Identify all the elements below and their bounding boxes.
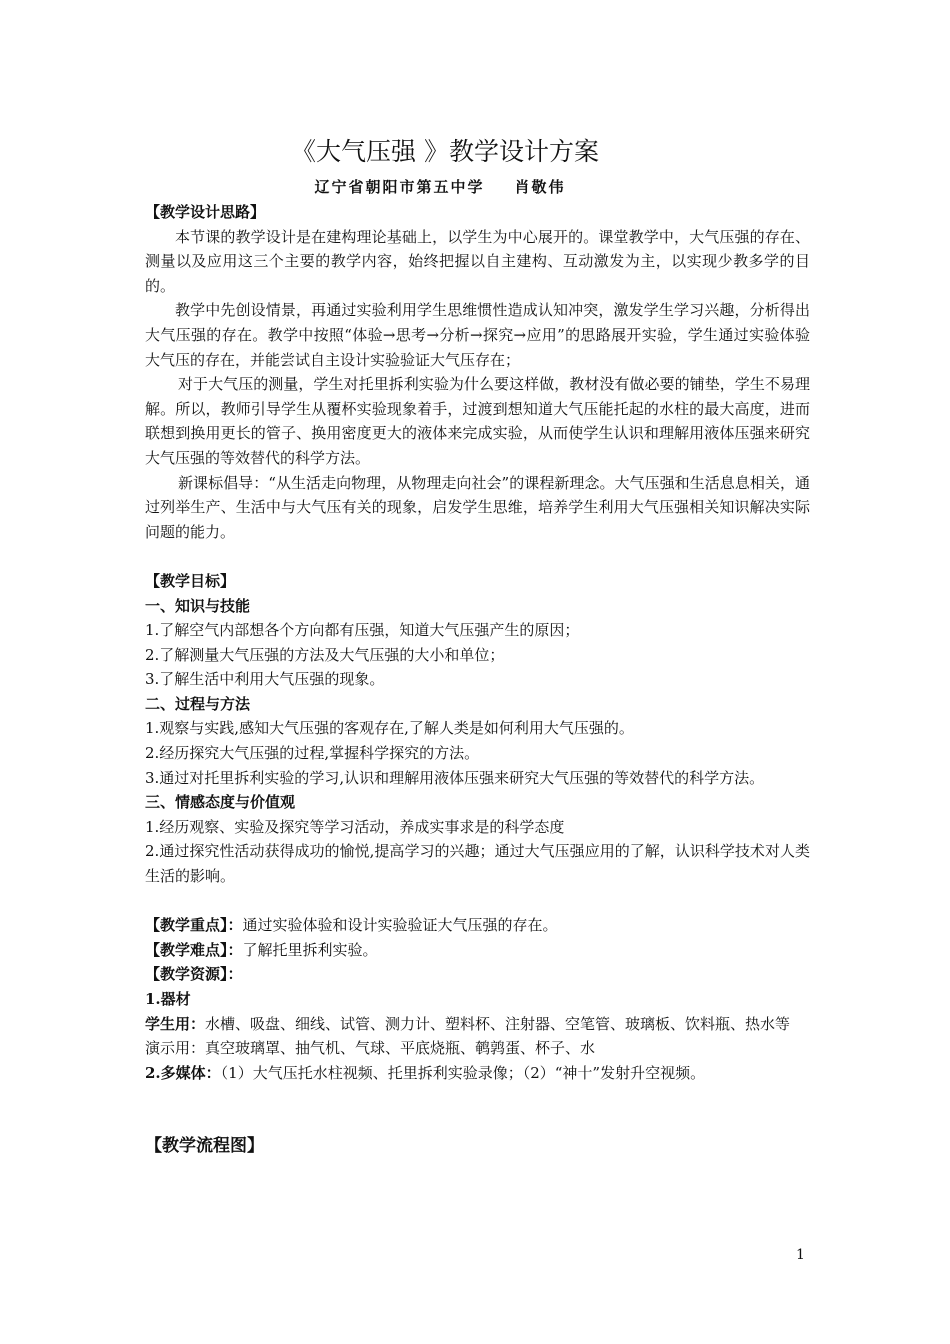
resources-heading: 【教学资源】： [145,965,243,984]
author-name: 肖敬伟 [514,178,566,196]
multimedia [145,1061,810,1086]
goal-section-title: 一、知识与技能 [145,596,251,615]
flow-heading: 【教学流程图】 [145,1136,264,1157]
design-paragraph: 教学中先创设情景，再通过实验利用学生思维惯性造成认知冲突，激发学生学习兴趣，分析得出大气压强的存在。教学中按照“体验→思考→分析→探究→应用”的思路展开实验，学生通过实验体验大气压的存在，并能尝试自主设计实验验证大气压存在； [145,301,810,369]
goal-item: 3.通过对托里拆利实验的学习,认识和理解用液体压强来研究大气压强的等效替代的科学方法。 [145,768,765,787]
design-heading: 【教学设计思路】 [145,203,266,221]
goal-item: 1.经历观察、实验及探究等学习活动，养成实事求是的科学态度 [145,817,565,836]
design-paragraph: 本节课的教学设计是在建构理论基础上，以学生为中心展开的。课堂教学中，大气压强的存在、测量以及应用这三个主要的教学内容，始终把握以自主建构、互动激发为主，以实现少教多学的目的。 [145,227,810,295]
key-point [145,913,810,938]
goal-item: 2.通过探究性活动获得成功的愉悦,提高学习的兴趣；通过大气压强应用的了解，认识科学技术对人类生活的影响。 [145,842,810,886]
document-body [145,200,810,1159]
design-paragraph: 对于大气压的测量，学生对托里拆利实验为什么要这样做，教材没有做必要的铺垫，学生不易理解。所以，教师引导学生从覆杯实验现象着手，过渡到想知道大气压能托起的水柱的最大高度，进而联想到换用更长的管子、换用密度更大的液体来完成实验，从而使学生认识和理解用液体压强来研究大气压强的等效替代的科学方法。 [145,375,810,467]
key-label: 【教学重点】： [145,916,243,935]
media-label: 2.多媒体： [145,1063,221,1082]
student-equipment [145,1012,810,1037]
difficulty-point [145,938,810,963]
page-number: 1 [796,1247,805,1263]
student-text: 水槽、吸盘、细线、试管、测力计、塑料杯、注射器、空笔管、玻璃板、饮料瓶、热水等 [205,1014,791,1033]
goal-item: 2.经历探究大气压强的过程,掌握科学探究的方法。 [145,744,480,763]
key-text: 通过实验体验和设计实验验证大气压强的存在。 [242,916,558,935]
equipment-title: 1.器材 [145,990,191,1008]
design-paragraph: 新课标倡导：“从生活走向物理，从物理走向社会”的课程新理念。大气压强和生活息息相关，通过列举生产、生活中与大气压有关的现象，启发学生思维，培养学生利用大气压强相关知识解决实际问题的能力。 [145,473,810,541]
goal-section-title: 三、情感态度与价值观 [145,793,296,812]
difficulty-text: 了解托里拆利实验。 [242,940,378,959]
student-label: 学生用： [145,1014,206,1033]
goal-item: 3.了解生活中利用大气压强的现象。 [145,670,385,689]
goal-section-title: 二、过程与方法 [145,694,251,713]
media-text: （1）大气压托水柱视频、托里拆利实验录像；（2）“神十”发射升空视频。 [220,1063,706,1082]
author-line [0,176,880,197]
difficulty-label: 【教学难点】： [145,940,243,959]
goal-item: 1.了解空气内部想各个方向都有压强，知道大气压强产生的原因； [145,621,580,640]
demo-equipment: 演示用：真空玻璃罩、抽气机、气球、平底烧瓶、鹌鹑蛋、杯子、水 [145,1039,596,1058]
goal-item: 2.了解测量大气压强的方法及大气压强的大小和单位； [145,645,505,664]
author-school: 辽宁省朝阳市第五中学 [314,178,485,196]
goal-item: 1.观察与实践,感知大气压强的客观存在,了解人类是如何利用大气压强的。 [145,719,634,738]
document-title: 《大气压强 》教学设计方案 [291,137,599,166]
goals-heading: 【教学目标】 [145,571,236,590]
